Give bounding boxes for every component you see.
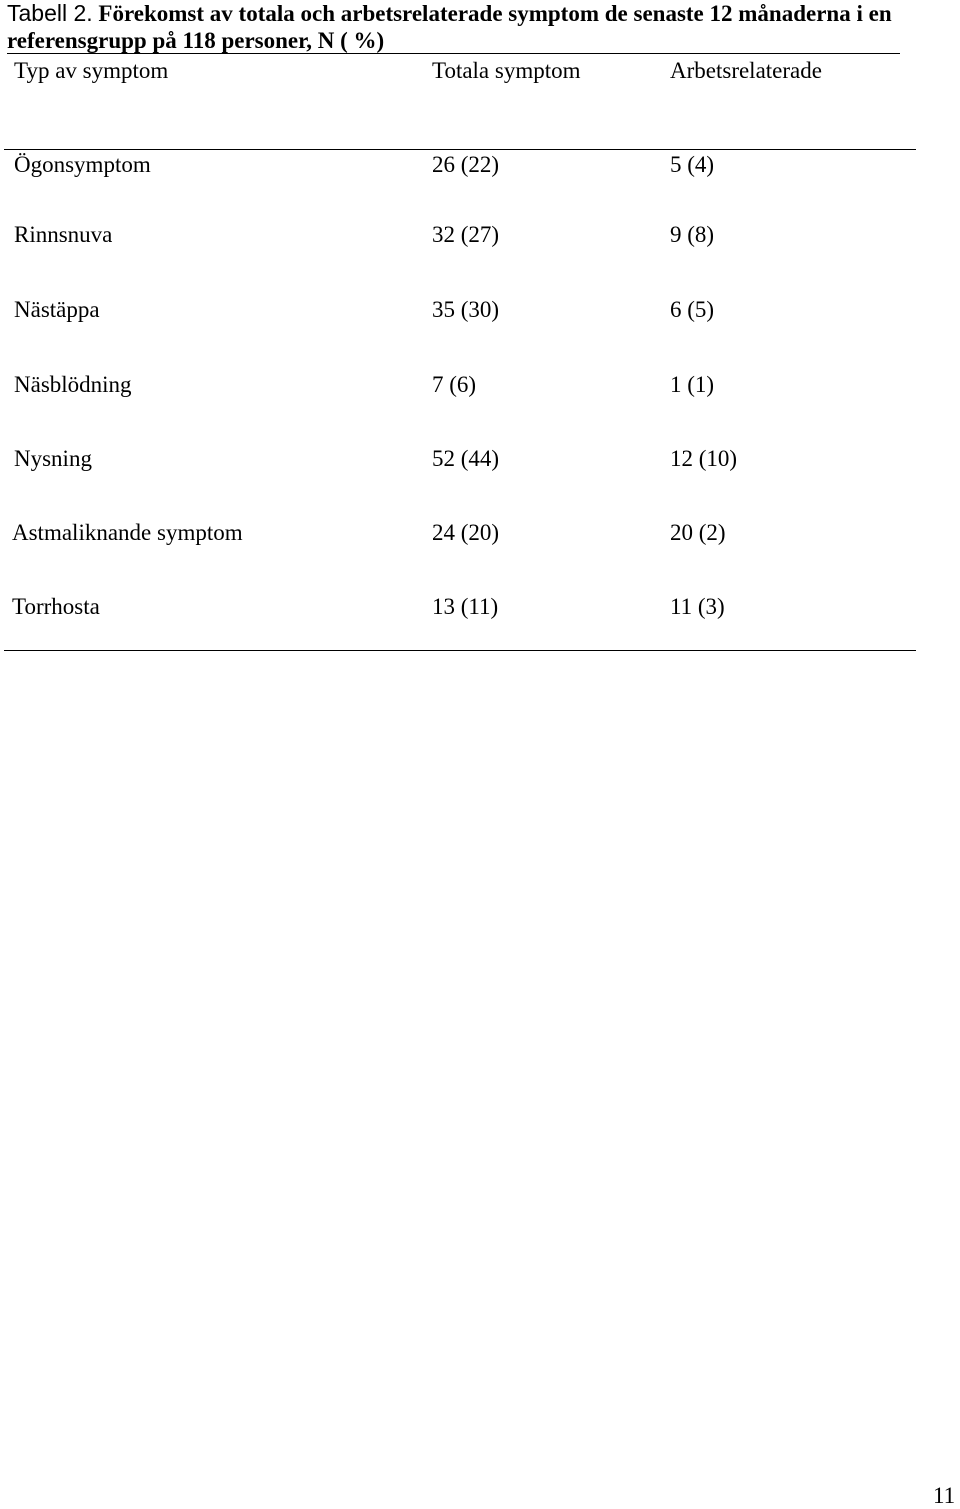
table-bottom-rule <box>4 650 916 651</box>
row-symptom-cell: Näsblödning <box>14 372 132 397</box>
row-total-cell: 26 (22) <box>432 152 500 177</box>
row-total-cell: 13 (11) <box>432 594 499 619</box>
row-total-cell: 24 (20) <box>432 520 500 545</box>
row-symptom-cell: Nästäppa <box>14 297 100 322</box>
row-total-cell: 32 (27) <box>432 222 500 247</box>
table-caption-label: Tabell 2. <box>7 0 93 26</box>
row-symptom-cell: Torrhosta <box>12 594 100 619</box>
header-total-symptoms: Totala symptom <box>432 58 581 83</box>
row-work-related-cell: 1 (1) <box>670 372 715 397</box>
table-caption-text: Förekomst av totala och arbetsrelaterade symptom de senaste 12 månaderna i en referensgrupp på 118 personer, N ( %) <box>7 1 892 53</box>
header-symptom-type: Typ av symptom <box>14 58 169 83</box>
row-symptom-cell: Astmaliknande symptom <box>12 520 243 545</box>
table-top-rule <box>7 53 900 54</box>
row-total-cell: 35 (30) <box>432 297 500 322</box>
row-work-related-cell: 12 (10) <box>670 446 738 471</box>
row-symptom-cell: Rinnsnuva <box>14 222 113 247</box>
page-number: 11 <box>933 1483 956 1508</box>
header-work-related: Arbetsrelaterade <box>670 58 822 83</box>
row-total-cell: 52 (44) <box>432 446 500 471</box>
row-work-related-cell: 9 (8) <box>670 222 715 247</box>
row-work-related-cell: 5 (4) <box>670 152 715 177</box>
row-symptom-cell: Ögonsymptom <box>14 152 151 177</box>
row-symptom-cell: Nysning <box>14 446 92 471</box>
table-caption <box>7 0 957 54</box>
row-total-cell: 7 (6) <box>432 372 477 397</box>
row-work-related-cell: 20 (2) <box>670 520 726 545</box>
row-work-related-cell: 6 (5) <box>670 297 715 322</box>
row-work-related-cell: 11 (3) <box>670 594 725 619</box>
